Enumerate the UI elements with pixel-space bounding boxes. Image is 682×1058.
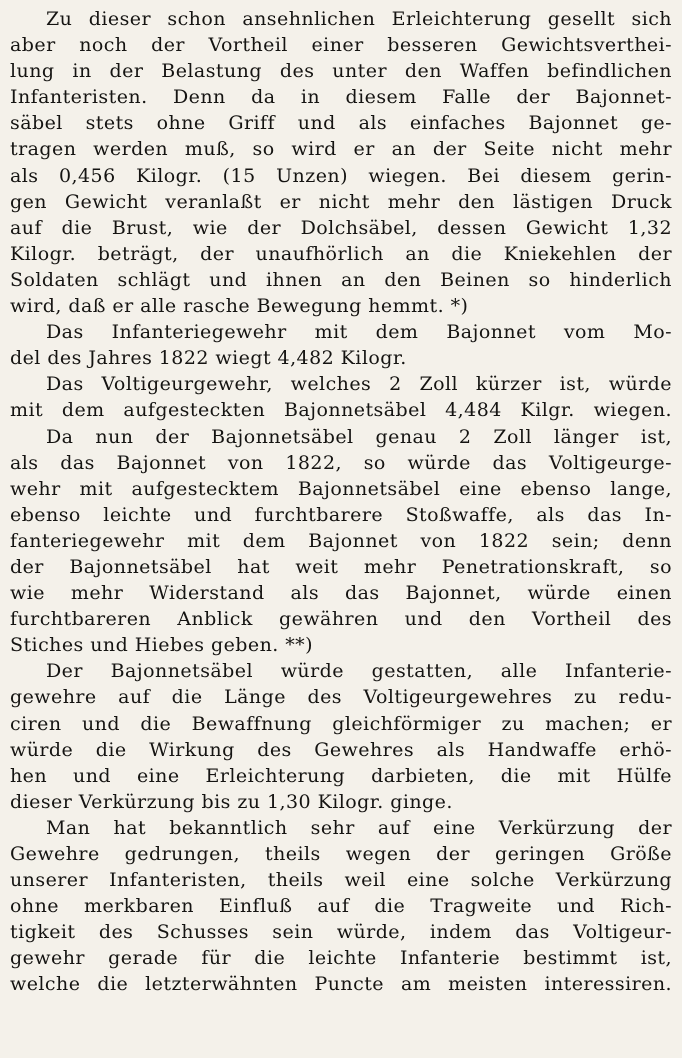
text-line: fanteriegewehr mit dem Bajonnet von 1822 sein; denn	[10, 529, 672, 552]
text-line: Gewehre gedrungen, theils wegen der geringen Größe	[10, 843, 672, 865]
paragraph	[10, 319, 672, 371]
text-line: Da nun der Bajonnetsäbel genau 2 Zoll länger ist,	[46, 425, 672, 448]
text-line: wird, daß er alle rasche Bewegung hemmt. *)	[10, 295, 469, 318]
text-line: tragen werden muß, so wird er an der Seite nicht mehr	[10, 138, 672, 161]
text-line: hen und eine Erleichterung darbieten, die mit Hülfe	[10, 764, 672, 787]
text-line: Der Bajonnetsäbel würde gestatten, alle Infanterie-	[46, 660, 672, 683]
text-line: unserer Infanteristen, theils weil eine solche Verkürzung	[10, 869, 672, 892]
text-line: als 0,456 Kilogr. (15 Unzen) wiegen. Bei diesem gerin-	[10, 164, 672, 187]
text-line: gewehre auf die Länge des Voltigeurgewehres zu redu-	[10, 686, 672, 709]
paragraph	[10, 424, 672, 659]
text-line: del des Jahres 1822 wiegt 4,482 Kilogr.	[10, 347, 407, 370]
text-line: lung in der Belastung des unter den Waffen befindlichen	[10, 60, 672, 83]
text-line: würde die Wirkung des Gewehres als Handwaffe erhö-	[10, 738, 672, 761]
paragraph	[10, 658, 672, 815]
text-line: gewehr gerade für die leichte Infanterie bestimmt ist,	[10, 947, 672, 970]
text-line: Kilogr. beträgt, der unaufhörlich an die Kniekehlen der	[10, 242, 672, 265]
text-line: Das Infanteriegewehr mit dem Bajonnet vom Mo-	[46, 321, 672, 344]
text-line: Das Voltigeurgewehr, welches 2 Zoll kürzer ist, würde	[46, 373, 672, 396]
text-line: der Bajonnetsäbel hat weit mehr Penetrationskraft, so	[10, 555, 672, 578]
text-line: aber noch der Vortheil einer besseren Gewichtsverthei-	[10, 34, 672, 57]
paragraph	[10, 6, 672, 319]
text-line: als das Bajonnet von 1822, so würde das Voltigeurge-	[10, 451, 672, 474]
text-line: ebenso leichte und furchtbarere Stoßwaffe, als das In-	[10, 503, 672, 526]
text-line: dieser Verkürzung bis zu 1,30 Kilogr. ginge.	[10, 790, 453, 813]
text-line: Man hat bekanntlich sehr auf eine Verkürzung der	[46, 816, 672, 839]
text-line: wie mehr Widerstand als das Bajonnet, würde einen	[10, 582, 672, 605]
text-line: mit dem aufgesteckten Bajonnetsäbel 4,484 Kilgr. wiegen.	[10, 399, 672, 422]
text-line: wehr mit aufgestecktem Bajonnetsäbel eine ebenso lange,	[10, 477, 672, 500]
text-line: furchtbareren Anblick gewähren und den Vortheil des	[10, 608, 672, 631]
text-line: welche die letzterwähnten Puncte am meisten interessiren.	[10, 973, 672, 996]
paragraph	[10, 371, 672, 423]
text-line: Zu dieser schon ansehnlichen Erleichterung gesellt sich	[46, 8, 672, 30]
text-line: Infanteristen. Denn da in diesem Falle der Bajonnet-	[10, 86, 672, 109]
text-line: ohne merkbaren Einfluß auf die Tragweite und Rich-	[10, 895, 672, 918]
paragraph	[10, 815, 672, 998]
text-line: Soldaten schlägt und ihnen an den Beinen so hinderlich	[10, 268, 672, 291]
document-page	[10, 6, 672, 1052]
text-line: säbel stets ohne Griff und als einfaches Bajonnet ge-	[10, 112, 672, 135]
text-line: tigkeit des Schusses sein würde, indem das Voltigeur-	[10, 921, 672, 944]
text-line: gen Gewicht veranlaßt er nicht mehr den lästigen Druck	[10, 190, 672, 213]
text-line: Stiches und Hiebes geben. **)	[10, 634, 313, 657]
text-line: ciren und die Bewaffnung gleichförmiger zu machen; er	[10, 712, 672, 735]
text-line: auf die Brust, wie der Dolchsäbel, dessen Gewicht 1,32	[10, 216, 672, 239]
